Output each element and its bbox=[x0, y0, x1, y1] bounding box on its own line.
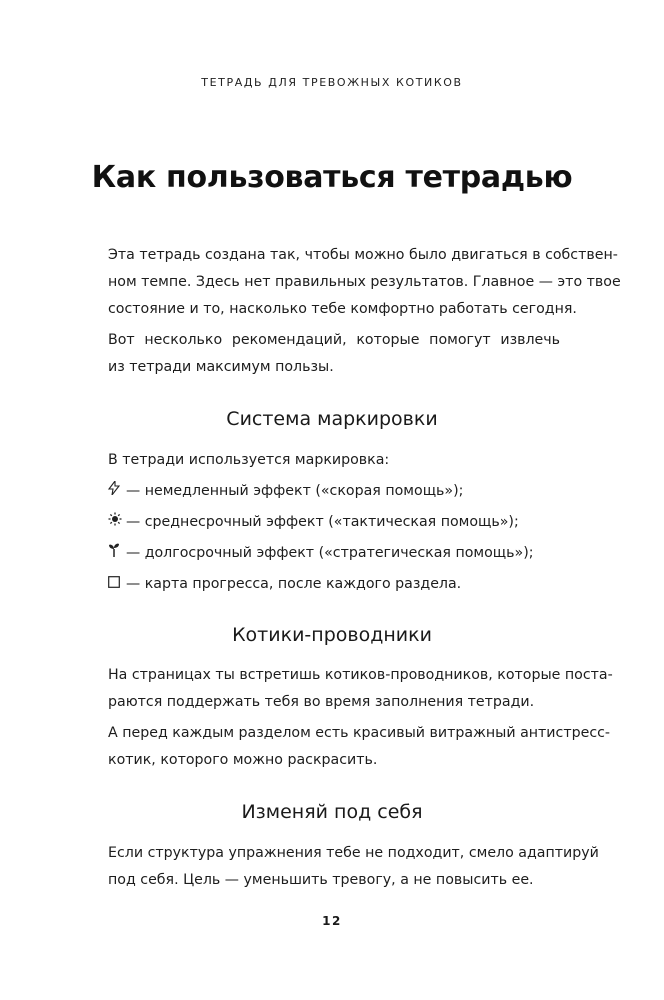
marking-lead: В тетради используется маркировка: bbox=[108, 452, 390, 468]
guides-paragraph-2 bbox=[108, 720, 611, 774]
intro-paragraph-1 bbox=[108, 242, 621, 323]
text-line: Вот несколько рекомендаций, которые помогут извлечь bbox=[108, 332, 561, 348]
text-line: Если структура упражнения тебе не подходит, смело адаптируй bbox=[108, 845, 599, 861]
marking-item-text: — карта прогресса, после каждого раздела. bbox=[126, 576, 462, 592]
text-line: А перед каждым разделом есть красивый витражный антистресс- bbox=[108, 725, 611, 741]
marking-item-text: — среднесрочный эффект («тактическая помощь»); bbox=[126, 514, 519, 530]
page-number: 12 bbox=[322, 914, 342, 928]
marking-item-long bbox=[108, 540, 568, 567]
text-line: котик, которого можно раскрасить. bbox=[108, 752, 378, 768]
marking-item-text: — немедленный эффект («скорая помощь»); bbox=[126, 483, 464, 499]
sun-icon bbox=[108, 509, 126, 536]
section-heading-adapt: Изменяй под себя bbox=[241, 801, 423, 823]
running-head: ТЕТРАДЬ ДЛЯ ТРЕВОЖНЫХ КОТИКОВ bbox=[201, 76, 463, 89]
page-title: Как пользоваться тетрадью bbox=[91, 160, 573, 195]
marking-item-progress bbox=[108, 571, 568, 598]
text-line: ном темпе. Здесь нет правильных результатов. Главное — это твое bbox=[108, 274, 621, 290]
adapt-paragraph bbox=[108, 840, 599, 894]
section-heading-marking: Система маркировки bbox=[226, 408, 438, 430]
text-line: раются поддержать тебя во время заполнения тетради. bbox=[108, 694, 535, 710]
sprout-icon bbox=[108, 540, 126, 567]
section-heading-guides: Котики-проводники bbox=[232, 624, 432, 646]
text-line: состояние и то, насколько тебе комфортно работать сегодня. bbox=[108, 301, 577, 317]
text-line: На страницах ты встретишь котиков-проводников, которые поста- bbox=[108, 667, 613, 683]
text-line: под себя. Цель — уменьшить тревогу, а не повысить ее. bbox=[108, 872, 534, 888]
intro-paragraph-2 bbox=[108, 327, 568, 381]
marking-item-medium bbox=[108, 509, 568, 536]
guides-paragraph-1 bbox=[108, 662, 613, 716]
marking-item-text: — долгосрочный эффект («стратегическая помощь»); bbox=[126, 545, 534, 561]
marking-list bbox=[108, 447, 568, 598]
marking-item-immediate bbox=[108, 478, 568, 505]
text-line: из тетради максимум пользы. bbox=[108, 359, 334, 375]
text-line: Эта тетрадь создана так, чтобы можно было двигаться в собствен- bbox=[108, 247, 618, 263]
checkbox-icon bbox=[108, 571, 126, 598]
lightning-icon bbox=[108, 478, 126, 505]
